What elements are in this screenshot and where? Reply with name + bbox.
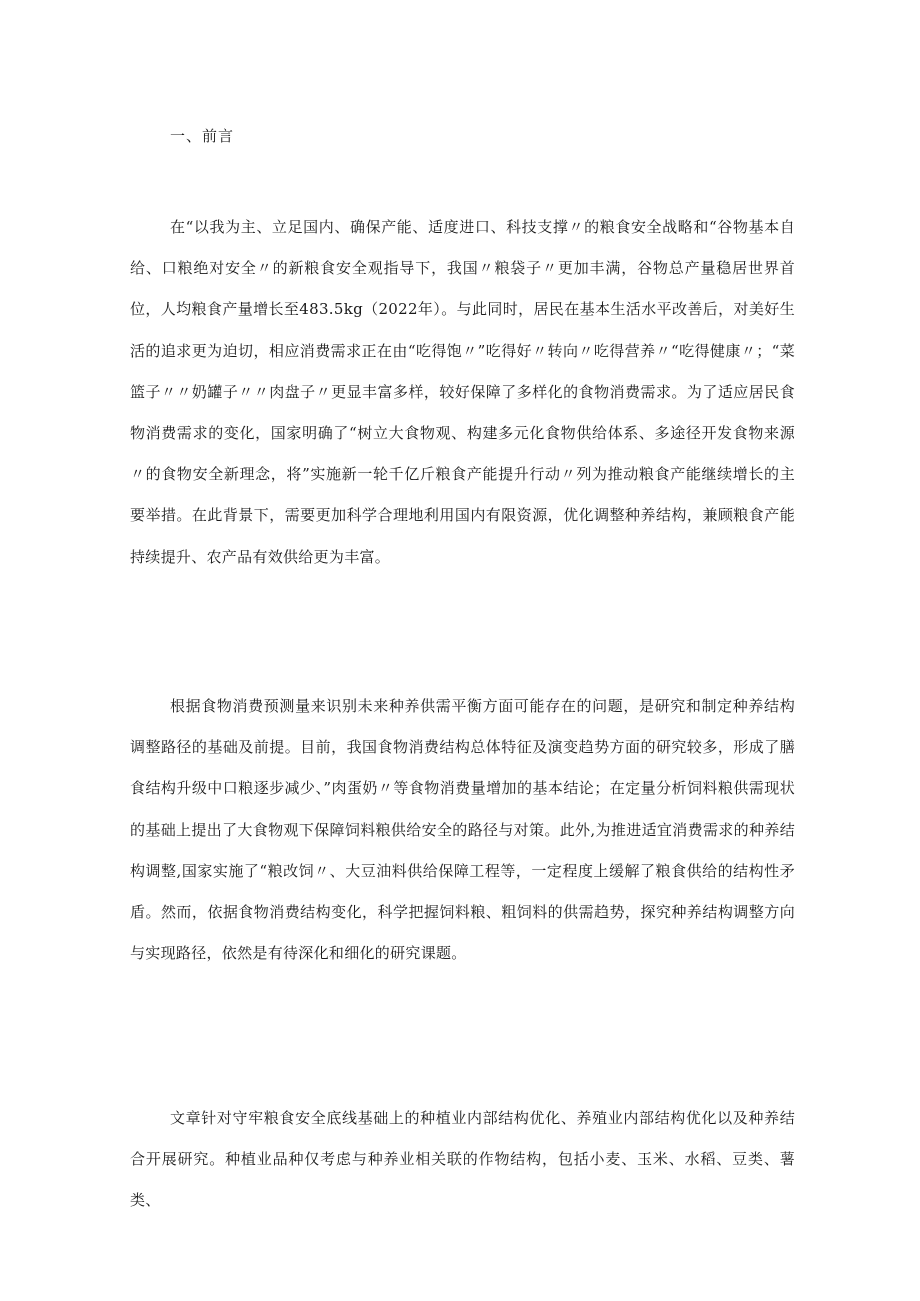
paragraph-research-status: 根据食物消费预测量来识别未来种养供需平衡方面可能存在的问题，是研究和制定种养结构调整路径的基础及前提。目前，我国食物消费结构总体特征及演变趋势方面的研究较多，形成了膳食结构升级中口粮逐步减少、”肉蛋奶〃等食物消费量增加的基本结论；在定量分析饲料粮供需现状的基础上提出了大食物观下保障饲料粮供给安全的路径与对策。此外,为推进适宜消费需求的种养结构调整,国家实施了“粮改饲〃、大豆油料供给保障工程等，一定程度上缓解了粮食供给的结构性矛盾。然而，依据食物消费结构变化，科学把握饲料粮、粗饲料的供需趋势，探究种养结构调整方向与实现路径，依然是有待深化和细化的研究课题。 <box>130 697 795 963</box>
paragraph-scope: 文章针对守牢粮食安全底线基础上的种植业内部结构优化、养殖业内部结构优化以及种养结合开展研究。种植业品种仅考虑与种养业相关联的作物结构，包括小麦、玉米、水稻、豆类、薯类、 <box>130 1109 795 1210</box>
section-heading: 一、前言 <box>170 127 235 145</box>
paragraph-intro: 在“以我为主、立足国内、确保产能、适度进口、科技支撑〃的粮食安全战略和“谷物基本自给、口粮绝对安全〃的新粮食安全观指导下，我国〃粮袋子〃更加丰满，谷物总产量稳居世界首位，人均粮食产量增长至483.5kg（2022年）。与此同时，居民在基本生活水平改善后，对美好生活的追求更为迫切，相应消费需求正在由“吃得饱〃”吃得好〃转向〃吃得营养〃“吃得健康〃；“菜篮子〃〃奶罐子〃〃肉盘子〃更显丰富多样，较好保障了多样化的食物消费需求。为了适应居民食物消费需求的变化，国家明确了“树立大食物观、构建多元化食物供给体系、多途径开发食物来源〃的食物安全新理念，将”实施新一轮千亿斤粮食产能提升行动〃列为推动粮食产能继续增长的主要举措。在此背景下，需要更加科学合理地利用国内有限资源，优化调整种养结构，兼顾粮食产能持续提升、农产品有效供给更为丰富。 <box>130 218 795 566</box>
